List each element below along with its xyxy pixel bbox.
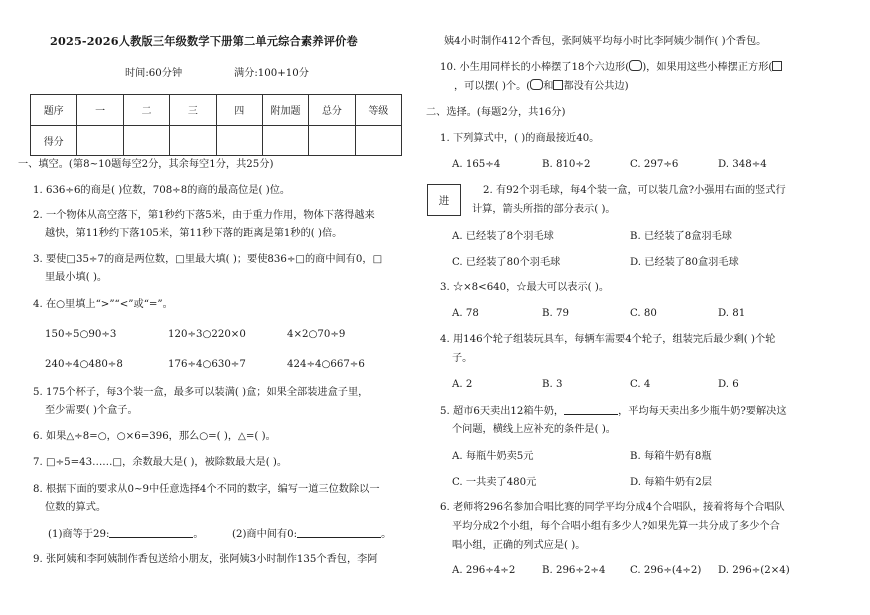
option[interactable]: B. 810÷2 [542, 159, 591, 170]
choice-question-2-line1: 2. 有92个羽毛球，每4个装一盒，可以装几盒?小强用右面的竖式行 [483, 185, 786, 196]
score-header-cell: 附加题 [262, 95, 308, 126]
section-1-heading: 一、填空。(第8~10题每空2分，其余每空1分，共25分) [18, 159, 274, 170]
sub1-label: (1)商等于29: [48, 529, 110, 540]
question-1-5-line2: 至少需要( )个盒子。 [45, 405, 138, 416]
hexagon-icon [530, 79, 543, 90]
question-1-8-sub2: (2)商中间有0: 。 [232, 529, 392, 540]
choice-question-4-line2: 子。 [452, 353, 473, 364]
choice-question-3: 3. ☆×8<640，☆最大可以表示( )。 [440, 282, 610, 293]
score-header-cell: 等级 [355, 95, 401, 126]
question-1-10-line2 [454, 79, 629, 93]
question-1-8-line2: 位数的算式。 [45, 502, 107, 513]
exam-full-score: 满分:100+10分 [234, 68, 309, 79]
choice-question-5-line1 [440, 404, 787, 418]
score-cell[interactable] [123, 125, 169, 156]
choice-question-1: 1. 下列算式中，( )的商最接近40。 [440, 133, 600, 144]
square-icon [772, 61, 782, 71]
option[interactable]: C. 297÷6 [630, 159, 679, 170]
question-1-2-line2: 越快，第11秒约下落105米，第11秒下落的距离是第1秒的( )倍。 [45, 228, 343, 239]
option[interactable]: A. 每瓶牛奶卖5元 [452, 451, 534, 462]
score-cell[interactable] [309, 125, 355, 156]
option[interactable]: B. 已经装了8盒羽毛球 [630, 231, 732, 242]
option[interactable]: B. 3 [542, 379, 563, 390]
option[interactable]: D. 6 [718, 379, 739, 390]
option[interactable]: C. 296÷(4÷2) [630, 565, 702, 576]
question-1-3-line2: 里最小填( )。 [45, 272, 108, 283]
option[interactable]: A. 已经装了8个羽毛球 [452, 231, 554, 242]
choice-question-6-line1: 6. 老师将296名参加合唱比赛的同学平均分成4个合唱队，接着将每个合唱队 [440, 502, 785, 513]
score-header-cell: 一 [77, 95, 123, 126]
c5-text-b: ，平均每天卖出多少瓶牛奶?要解决这 [618, 406, 787, 417]
option[interactable]: B. 每箱牛奶有8瓶 [630, 451, 712, 462]
question-1-1: 1. 636÷6的商是( )位数，708÷8的商的最高位是( )位。 [33, 185, 291, 196]
score-cell[interactable] [77, 125, 123, 156]
compare-item: 120÷3○220×0 [168, 329, 246, 340]
page-title: 2025-2026人教版三年级数学下册第二单元综合素养评价卷 [50, 34, 358, 48]
answer-blank[interactable] [109, 527, 193, 538]
score-cell[interactable] [355, 125, 401, 156]
question-1-9-line2: 姨4小时制作412个香包，张阿姨平均每小时比李阿姨少制作( )个香包。 [444, 36, 767, 47]
question-1-7: 7. □÷5=43……□，余数最大是( )，被除数最大是( )。 [33, 457, 288, 468]
option[interactable]: C. 80 [630, 308, 657, 319]
q10-text-c: ，可以摆( )个。( [454, 81, 531, 92]
option[interactable]: A. 2 [452, 379, 473, 390]
option[interactable]: D. 81 [718, 308, 746, 319]
section-2-heading: 二、选择。(每题2分，共16分) [426, 107, 566, 118]
answer-blank[interactable] [564, 404, 618, 415]
c5-text-a: 5. 超市6天卖出12箱牛奶， [440, 406, 565, 417]
choice-question-6-line2: 平均分成2个小组，每个合唱小组有多少人?如果先算一共分成了多少个合 [452, 521, 780, 532]
choice-question-5-line2: 个问题，横线上应补充的条件是( )。 [452, 424, 616, 435]
score-cell[interactable] [262, 125, 308, 156]
score-cell[interactable] [170, 125, 216, 156]
option[interactable]: A. 78 [452, 308, 479, 319]
compare-item: 176÷4○630÷7 [168, 359, 246, 370]
option[interactable]: D. 348÷4 [718, 159, 767, 170]
option[interactable]: B. 79 [542, 308, 569, 319]
compare-item: 424÷4○667÷6 [287, 359, 365, 370]
exam-time: 时间:60分钟 [125, 68, 183, 79]
score-cell[interactable] [216, 125, 262, 156]
score-table-header-row [31, 95, 402, 126]
option[interactable]: C. 一共卖了480元 [452, 477, 537, 488]
hexagon-icon [629, 60, 642, 71]
option[interactable]: A. 165÷4 [452, 159, 501, 170]
question-1-2-line1: 2. 一个物体从高空落下，第1秒约下落5米，由于重力作用，物体下落得越来 [33, 210, 375, 221]
choice-question-4-line1: 4. 用146个轮子组装玩具车，每辆车需要4个轮子，组装完后最少剩( )个轮 [440, 334, 776, 345]
option[interactable]: D. 已经装了80盒羽毛球 [630, 257, 739, 268]
option[interactable]: A. 296÷4÷2 [452, 565, 516, 576]
option[interactable]: C. 已经装了80个羽毛球 [452, 257, 561, 268]
question-1-9-line1: 9. 张阿姨和李阿姨制作香包送给小朋友，张阿姨3小时制作135个香包，李阿 [33, 554, 378, 565]
score-table [30, 94, 402, 156]
compare-item: 240÷4○480÷8 [45, 359, 123, 370]
choice-question-6-line3: 唱小组，正确的列式应是( )。 [452, 540, 586, 551]
question-1-8-line1: 8. 根据下面的要求从0~9中任意选择4个不同的数字，编写一道三位数除以一 [33, 484, 380, 495]
score-header-cell: 四 [216, 95, 262, 126]
score-row-label: 得分 [31, 125, 77, 156]
question-1-10-line1 [440, 60, 782, 74]
sub2-label: (2)商中间有0: [232, 529, 298, 540]
q10-text-e: 都没有公共边) [563, 81, 629, 92]
question-1-6: 6. 如果△÷8=○，○×6=396，那么○=( )，△=( )。 [33, 431, 276, 442]
option[interactable]: D. 296÷(2×4) [718, 565, 790, 576]
compare-item: 4×2○70÷9 [287, 329, 346, 340]
square-icon [553, 80, 563, 90]
stamp-box: 进 [427, 184, 461, 216]
question-1-8-sub1: (1)商等于29: 。 [48, 529, 204, 540]
score-header-cell: 三 [170, 95, 216, 126]
compare-item: 150÷5○90÷3 [45, 329, 117, 340]
option[interactable]: B. 296÷2÷4 [542, 565, 606, 576]
question-1-4: 4. 在○里填上“>”“<”或“=”。 [33, 299, 173, 310]
choice-question-2-line2: 计算，箭头所指的部分表示( )。 [472, 204, 616, 215]
question-1-3-line1: 3. 要使□35÷7的商是两位数，□里最大填( )；要使836÷□的商中间有0，□ [33, 254, 383, 265]
score-header-cell: 题序 [31, 95, 77, 126]
q10-text-d: 和 [543, 81, 554, 92]
score-header-cell: 总分 [309, 95, 355, 126]
score-header-cell: 二 [123, 95, 169, 126]
q10-text-b: )，如果用这些小棒摆正方形( [642, 62, 773, 73]
question-1-5-line1: 5. 175个杯子，每3个装一盒，最多可以装满( )盒；如果全部装进盒子里， [33, 387, 369, 398]
q10-text-a: 10. 小生用同样长的小棒摆了18个六边形( [440, 62, 630, 73]
score-table-score-row [31, 125, 402, 156]
answer-blank[interactable] [297, 527, 381, 538]
option[interactable]: C. 4 [630, 379, 651, 390]
option[interactable]: D. 每箱牛奶有2层 [630, 477, 712, 488]
